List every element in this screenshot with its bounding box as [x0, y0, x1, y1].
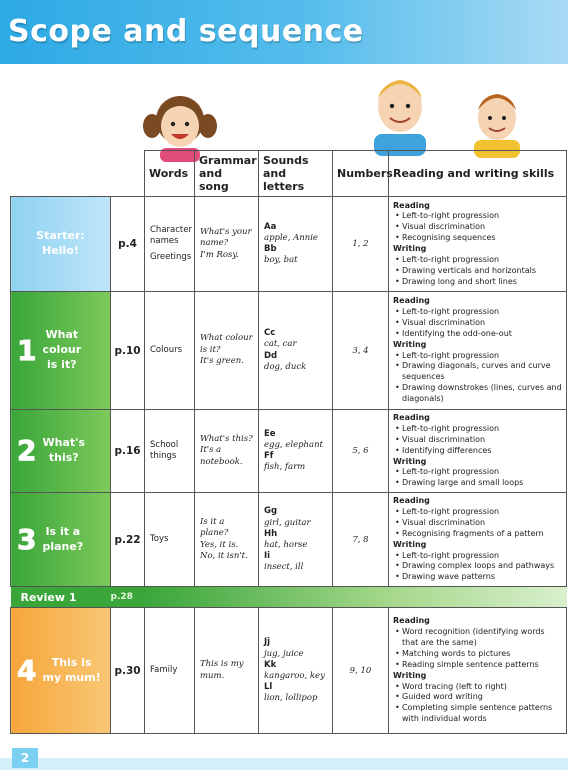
- numbers-cell: 5, 6: [333, 410, 389, 493]
- grammar-cell: What's this? It's a notebook.: [195, 410, 259, 493]
- table-header-row: [11, 151, 567, 197]
- table-row: [11, 410, 567, 493]
- table-row: [11, 608, 567, 734]
- grammar-cell: Is it a plane? Yes, it is. No, it isn't.: [195, 493, 259, 587]
- unit-title: This is my mum!: [42, 655, 101, 684]
- unit-page: p.22: [111, 493, 145, 587]
- boy-illustration: [360, 66, 440, 156]
- review-page: p.28: [111, 587, 145, 608]
- numbers-cell: 9, 10: [333, 608, 389, 734]
- unit-title: What colour is it?: [42, 328, 82, 371]
- table-row: [11, 292, 567, 410]
- unit-cell-3: [11, 493, 111, 587]
- sounds-cell: Aa apple, Annie Bb boy, bat: [259, 197, 333, 292]
- sounds-cell: Ee egg, elephant Ff fish, farm: [259, 410, 333, 493]
- unit-number: 1: [17, 333, 37, 367]
- sounds-cell: Jj jug, juice Kk kangaroo, key Ll lion, lollipop: [259, 608, 333, 734]
- review-label: Review 1: [11, 587, 111, 608]
- words-cell: Character names Greetings: [145, 197, 195, 292]
- header-skills: Reading and writing skills: [389, 151, 567, 197]
- unit-cell-2: [11, 410, 111, 493]
- numbers-cell: 1, 2: [333, 197, 389, 292]
- boy-illustration-2: [462, 82, 532, 158]
- unit-page: p.4: [111, 197, 145, 292]
- grammar-cell: What colour is it? It's green.: [195, 292, 259, 410]
- sounds-cell: Gg girl, guitar Hh hat, horse Ii insect, ill: [259, 493, 333, 587]
- skills-cell: Reading • Word recognition (identifying words that are the same) • Matching words to pictures • Reading simple sentence patterns Writing • Word tracing (left to right) • Guided word writing • Completing simple sentence patterns with individual words: [389, 608, 567, 734]
- skills-cell: Reading • Left-to-right progression • Visual discrimination • Recognising sequences Writing • Left-to-right progression • Drawing verticals and horizontals • Drawing long and short lines: [389, 197, 567, 292]
- unit-title: Starter: Hello!: [36, 229, 85, 257]
- words-cell: Family: [145, 608, 195, 734]
- page-number: 2: [12, 748, 38, 768]
- header-blank: [11, 151, 145, 197]
- unit-number: 4: [17, 653, 37, 687]
- skills-cell: Reading • Left-to-right progression • Visual discrimination • Identifying differences Writing • Left-to-right progression • Drawing large and small loops: [389, 410, 567, 493]
- unit-cell-1: [11, 292, 111, 410]
- sounds-cell: Cc cat, car Dd dog, duck: [259, 292, 333, 410]
- header-words: Words: [145, 151, 195, 197]
- unit-number: 2: [17, 434, 37, 468]
- header-numbers: Numbers: [333, 151, 389, 197]
- unit-page: p.30: [111, 608, 145, 734]
- header-grammar: Grammar and song: [195, 151, 259, 197]
- numbers-cell: 3, 4: [333, 292, 389, 410]
- numbers-cell: 7, 8: [333, 493, 389, 587]
- review-band: [145, 587, 567, 608]
- page-title: Scope and sequence: [8, 14, 364, 49]
- table-row: [11, 197, 567, 292]
- words-cell: School things: [145, 410, 195, 493]
- header-sounds: Sounds and letters: [259, 151, 333, 197]
- grammar-cell: This is my mum.: [195, 608, 259, 734]
- unit-number: 3: [17, 522, 37, 556]
- skills-cell: Reading • Left-to-right progression • Visual discrimination • Recognising fragments of a pattern Writing • Left-to-right progression • Drawing complex loops and pathways • Drawing wave patterns: [389, 493, 567, 587]
- unit-cell-starter: [11, 197, 111, 292]
- unit-title: What's this?: [42, 436, 86, 465]
- grammar-cell: What's your name? I'm Rosy.: [195, 197, 259, 292]
- unit-cell-4: [11, 608, 111, 734]
- unit-title: Is it a plane?: [42, 524, 84, 553]
- illustration-characters: [0, 64, 568, 154]
- table-row: [11, 493, 567, 587]
- review-row: [11, 587, 567, 608]
- words-cell: Colours: [145, 292, 195, 410]
- unit-page: p.16: [111, 410, 145, 493]
- skills-cell: Reading • Left-to-right progression • Visual discrimination • Identifying the odd-one-out Writing • Left-to-right progression • Drawing diagonals, curves and curve sequences • Drawing downstrokes (lines, curves and diagonals): [389, 292, 567, 410]
- words-cell: Toys: [145, 493, 195, 587]
- unit-page: p.10: [111, 292, 145, 410]
- scope-table: [10, 150, 567, 734]
- footer-band: [0, 758, 568, 770]
